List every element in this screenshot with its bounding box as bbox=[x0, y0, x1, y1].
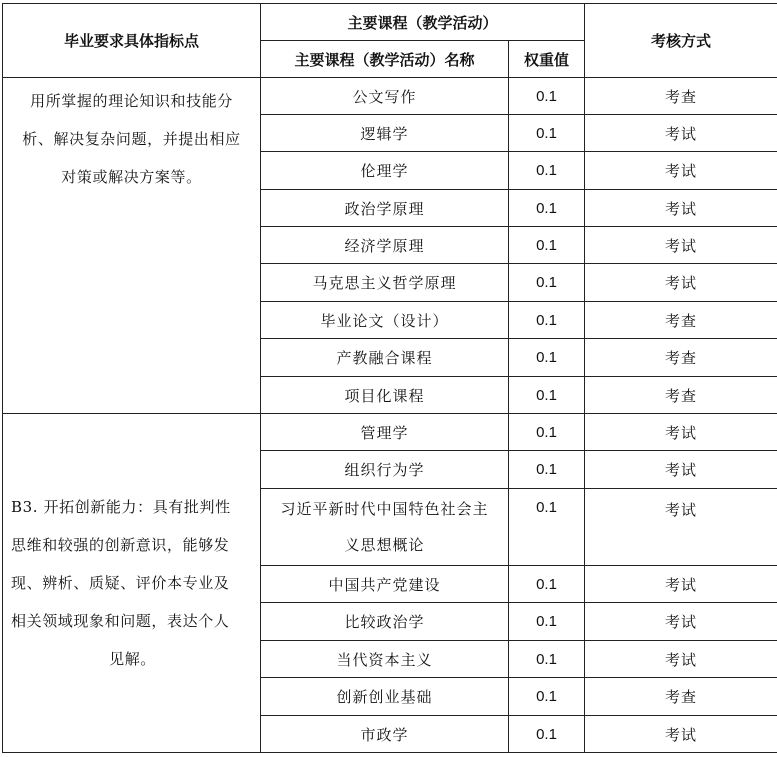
requirement-line: 对策或解决方案等。 bbox=[61, 168, 202, 186]
course-name: 产教融合课程 bbox=[261, 339, 509, 377]
course-name: 公文写作 bbox=[261, 78, 509, 115]
assessment-method: 考试 bbox=[585, 152, 777, 190]
weight-value: 0.1 bbox=[509, 678, 585, 716]
assessment-method: 考试 bbox=[585, 641, 777, 678]
weight-value: 0.1 bbox=[509, 451, 585, 489]
header-method: 考核方式 bbox=[585, 4, 777, 78]
weight-value: 0.1 bbox=[509, 302, 585, 339]
requirement-line: B3. 开拓创新能力：具有批判性 bbox=[11, 498, 231, 516]
assessment-method: 考查 bbox=[585, 78, 777, 115]
weight-value: 0.1 bbox=[509, 603, 585, 641]
curriculum-table bbox=[2, 3, 777, 753]
requirement-line: 思维和较强的创新意识，能够发 bbox=[11, 536, 230, 554]
course-name: 政治学原理 bbox=[261, 190, 509, 227]
assessment-method: 考试 bbox=[585, 414, 777, 451]
course-name-line: 义思想概论 bbox=[344, 536, 425, 554]
course-name: 当代资本主义 bbox=[261, 641, 509, 678]
requirement-line: 现、辨析、质疑、评价本专业及 bbox=[11, 574, 230, 592]
course-name: 毕业论文（设计） bbox=[261, 302, 509, 339]
assessment-method: 考查 bbox=[585, 302, 777, 339]
weight-value: 0.1 bbox=[509, 78, 585, 115]
weight-value: 0.1 bbox=[509, 566, 585, 603]
course-name: 创新创业基础 bbox=[261, 678, 509, 716]
requirement-cell bbox=[3, 78, 261, 414]
requirement-cell bbox=[3, 414, 261, 753]
assessment-method: 考试 bbox=[585, 451, 777, 489]
weight-value: 0.1 bbox=[509, 115, 585, 152]
requirement-line: 析、解决复杂问题，并提出相应 bbox=[22, 130, 241, 148]
course-name: 比较政治学 bbox=[261, 603, 509, 641]
weight-value: 0.1 bbox=[509, 489, 585, 566]
weight-value: 0.1 bbox=[509, 190, 585, 227]
header-weight: 权重值 bbox=[509, 41, 585, 78]
assessment-method: 考查 bbox=[585, 377, 777, 414]
course-name: 市政学 bbox=[261, 716, 509, 753]
course-name: 经济学原理 bbox=[261, 227, 509, 264]
assessment-method: 考试 bbox=[585, 190, 777, 227]
header-course-name: 主要课程（教学活动）名称 bbox=[261, 41, 509, 78]
course-name-line: 习近平新时代中国特色社会主 bbox=[280, 500, 489, 518]
course-name: 管理学 bbox=[261, 414, 509, 451]
header-requirement: 毕业要求具体指标点 bbox=[3, 4, 261, 78]
assessment-method: 考试 bbox=[585, 115, 777, 152]
course-name: 马克思主义哲学原理 bbox=[261, 264, 509, 302]
assessment-method: 考试 bbox=[585, 566, 777, 603]
course-name: 组织行为学 bbox=[261, 451, 509, 489]
requirement-line: 相关领域现象和问题，表达个人 bbox=[11, 612, 230, 630]
course-name: 伦理学 bbox=[261, 152, 509, 190]
requirement-line: 见解。 bbox=[109, 650, 156, 668]
course-name: 中国共产党建设 bbox=[261, 566, 509, 603]
weight-value: 0.1 bbox=[509, 414, 585, 451]
assessment-method: 考试 bbox=[585, 264, 777, 302]
weight-value: 0.1 bbox=[509, 264, 585, 302]
course-name: 逻辑学 bbox=[261, 115, 509, 152]
assessment-method: 考试 bbox=[585, 489, 777, 566]
course-name bbox=[261, 489, 509, 566]
assessment-method: 考试 bbox=[585, 227, 777, 264]
assessment-method: 考试 bbox=[585, 716, 777, 753]
assessment-method: 考查 bbox=[585, 678, 777, 716]
weight-value: 0.1 bbox=[509, 339, 585, 377]
weight-value: 0.1 bbox=[509, 716, 585, 753]
header-course-group: 主要课程（教学活动） bbox=[261, 4, 585, 41]
assessment-method: 考查 bbox=[585, 339, 777, 377]
weight-value: 0.1 bbox=[509, 641, 585, 678]
weight-value: 0.1 bbox=[509, 377, 585, 414]
weight-value: 0.1 bbox=[509, 227, 585, 264]
requirement-line: 用所掌握的理论知识和技能分 bbox=[30, 92, 233, 110]
assessment-method: 考试 bbox=[585, 603, 777, 641]
weight-value: 0.1 bbox=[509, 152, 585, 190]
course-name: 项目化课程 bbox=[261, 377, 509, 414]
